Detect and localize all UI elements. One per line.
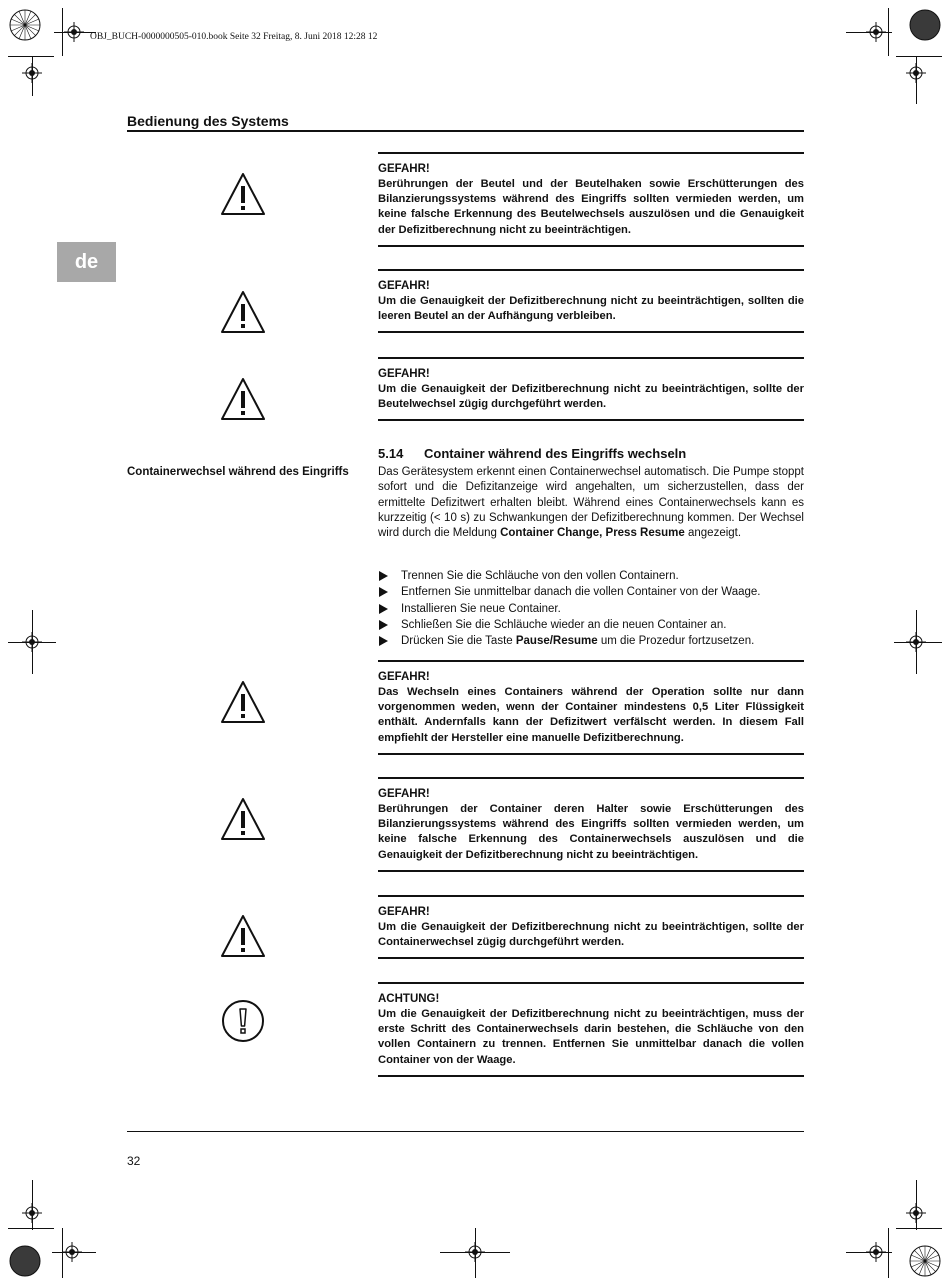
danger-notice [378, 152, 804, 247]
subsection-title: Container während des Eingriffs wechseln [424, 446, 687, 461]
language-tab: de [57, 242, 116, 282]
notice-heading: GEFAHR! [378, 906, 430, 918]
list-item [378, 601, 804, 617]
paragraph-message: Container Change, Press Resume [500, 527, 685, 540]
bullet-arrow-icon [379, 620, 388, 630]
list-item [378, 568, 804, 584]
notice-heading: GEFAHR! [378, 280, 430, 292]
bullet-arrow-icon [379, 604, 388, 614]
danger-notice [378, 269, 804, 333]
margin-note: Containerwechsel während des Eingriffs [127, 466, 349, 478]
step-text: Drücken Sie die Taste [401, 635, 516, 648]
notice-heading: GEFAHR! [378, 788, 430, 800]
notice-text: Berührungen der Container deren Halter sowie Erschütterungen des Bilanzierungssystems während des Eingriffs sollten vermieden werden, um keine falsche Erkennung des Containerwechsels auszulösen und die Genauigkeit der Defizitberechnung nicht zu beeinträchtigen. [378, 803, 804, 861]
notice-text: Berührungen der Beutel und der Beutelhaken sowie Erschütterungen des Bilanzierungssystems während des Eingriffs sollten vermieden werden, um keine falsche Erkennung des Beutelwechsels auszulösen und die Genauigkeit der Defizitberechnung nicht zu beeinträchtigen. [378, 178, 804, 236]
caution-notice [378, 982, 804, 1077]
subsection-heading [378, 446, 686, 461]
notice-text: Um die Genauigkeit der Defizitberechnung nicht zu beeinträchtigen, sollte der Beutelwechsel zügig durchgeführt werden. [378, 383, 804, 411]
notice-heading: ACHTUNG! [378, 993, 440, 1005]
list-item [378, 617, 804, 633]
notice-text: Um die Genauigkeit der Defizitberechnung nicht zu beeinträchtigen, sollte der Containerwechsel zügig durchgeführt werden. [378, 921, 804, 949]
body-paragraph [378, 465, 804, 541]
step-list [378, 568, 804, 649]
warning-triangle-icon [220, 376, 266, 422]
danger-notice [378, 777, 804, 872]
notice-heading: GEFAHR! [378, 368, 430, 380]
notice-heading: GEFAHR! [378, 671, 430, 683]
paragraph-text: Das Gerätesystem erkennt einen Containerwechsel automatisch. Die Pumpe stoppt sofort und die Defizitanzeige wird angehalten, um sicherzustellen, dass der ermittelte Defizitwert erhalten bleibt. Während eines Containerwechsels kann es kurzzeitig (< 10 s) zu Schwankungen der Defizitberechnung kommen. Der Wechsel wird durch die Meldung [378, 466, 804, 540]
step-text: Trennen Sie die Schläuche von den vollen Containern. [401, 570, 679, 582]
bullet-arrow-icon [379, 587, 388, 597]
color-target-top-left [8, 8, 42, 42]
list-item [378, 633, 804, 649]
page-number: 32 [127, 1154, 141, 1168]
footer-rule [127, 1131, 804, 1132]
color-target-bottom-right [908, 1244, 942, 1278]
step-text: Installieren Sie neue Container. [401, 602, 561, 615]
bullet-arrow-icon [379, 636, 388, 646]
warning-triangle-icon [220, 796, 266, 842]
notice-heading: GEFAHR! [378, 163, 430, 175]
danger-notice [378, 660, 804, 755]
section-title-rule [127, 130, 804, 132]
subsection-number: 5.14 [378, 446, 404, 461]
notice-text: Um die Genauigkeit der Defizitberechnung nicht zu beeinträchtigen, muss der erste Schritt des Containerwechsels darin bestehen, die Schläuche von den vollen Containern zu trennen. Entfernen Sie unmittelbar danach die vollen Container von der Waage. [378, 1008, 804, 1066]
warning-triangle-icon [220, 679, 266, 725]
danger-notice [378, 357, 804, 421]
step-key-name: Pause/Resume [515, 635, 598, 648]
notice-text: Um die Genauigkeit der Defizitberechnung nicht zu beeinträchtigen, sollten die leeren Beutel an der Aufhängung verbleiben. [378, 295, 804, 323]
warning-triangle-icon [220, 289, 266, 335]
notice-text: Das Wechseln eines Containers während der Operation sollte nur dann vorgenommen weden, wenn der Container mindestens 0,5 Liter Flüssigkeit enthält. Andernfalls kann der Defizitwert verfälscht werden. In diesem Fall empfiehlt der Hersteller eine manuelle Defizitberechnung. [378, 686, 804, 744]
list-item [378, 584, 804, 600]
step-text: Entfernen Sie unmittelbar danach die vollen Container von der Waage. [401, 586, 761, 599]
step-text-end: um die Prozedur fortzusetzen. [597, 635, 755, 648]
step-text: Schließen Sie die Schläuche wieder an die neuen Container an. [401, 618, 727, 631]
color-target-bottom-left [8, 1244, 42, 1278]
bullet-arrow-icon [379, 571, 388, 581]
section-title: Bedienung des Systems [127, 113, 289, 129]
danger-notice [378, 895, 804, 959]
warning-triangle-icon [220, 171, 266, 217]
color-target-top-right [908, 8, 942, 42]
paragraph-text-end: angezeigt. [684, 527, 742, 540]
warning-triangle-icon [220, 913, 266, 959]
caution-circle-icon [220, 998, 266, 1044]
book-info-line: OBJ_BUCH-0000000505-010.book Seite 32 Freitag, 8. Juni 2018 12:28 12 [90, 32, 378, 42]
